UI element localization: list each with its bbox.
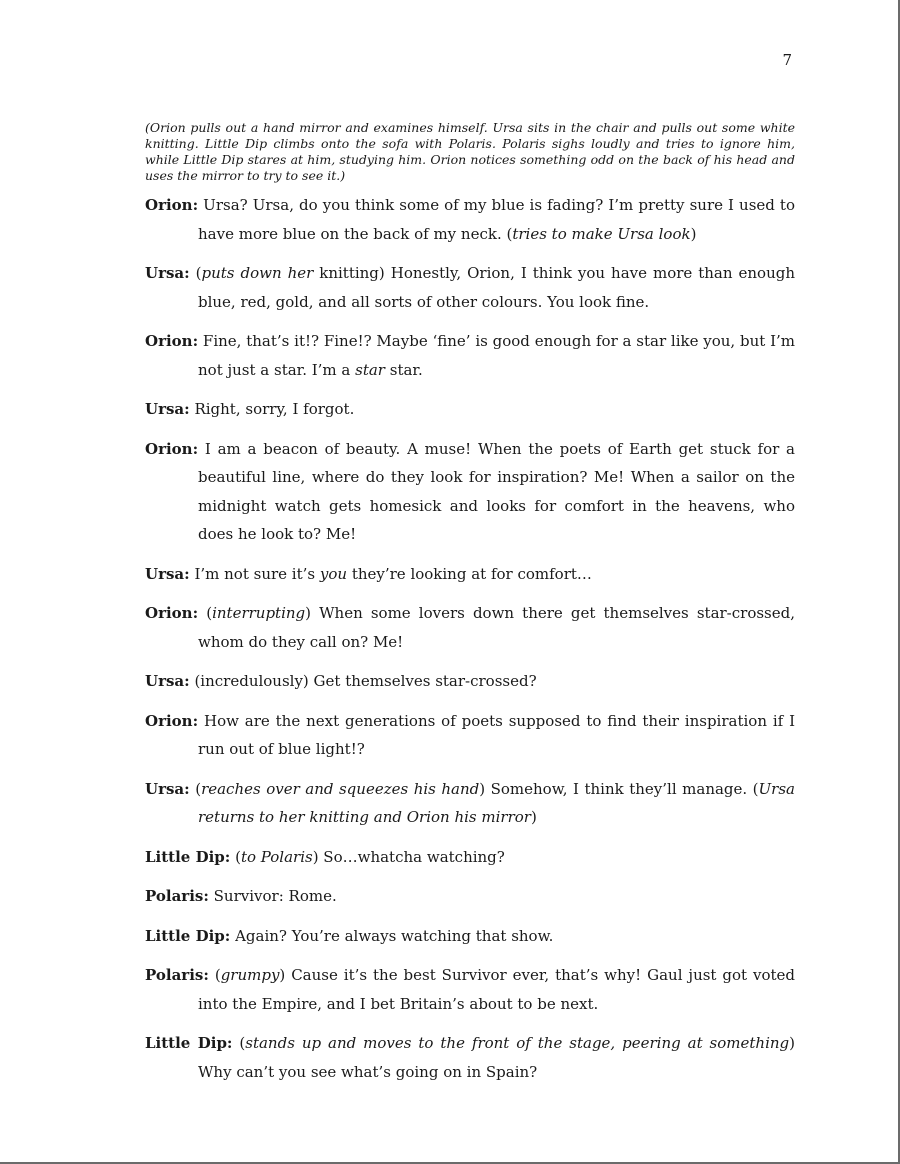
dialogue-text: How are the next generations of poets supposed to find their inspiration if I run out of blue light!?: [198, 711, 795, 758]
dialogue-text: they’re looking at for comfort…: [347, 564, 592, 583]
dialogue-text: (: [189, 264, 202, 282]
dialogue-line: [145, 707, 795, 764]
dialogue-text: (: [189, 779, 202, 798]
dialogue-text: Again? You’re always watching that show.: [230, 926, 554, 945]
dialogue-line: [145, 1029, 795, 1086]
stage-direction-text: interrupting: [212, 604, 306, 622]
dialogue-text: (: [230, 847, 241, 866]
speaker-name: Little Dip:: [145, 926, 231, 945]
dialogue-text: I am a beacon of beauty. A muse! When the poets of Earth get stuck for a beautiful line, where do they look for inspiration? Me! When a sailor on the midnight watch gets homesick and looks for comfort in the heavens, who does he look to? Me!: [198, 439, 795, 543]
speaker-name: Little Dip:: [145, 1034, 233, 1052]
opening-stage-direction: (Orion pulls out a hand mirror and examines himself. Ursa sits in the chair and pulls out some white knitting. Little Dip climbs onto the sofa with Polaris. Polaris sighs loudly and tries to ignore him, while Little Dip stares at him, studying him. Orion notices something odd on the back of his head and uses the mirror to try to see it.): [145, 120, 795, 183]
dialogue-line: [145, 259, 795, 316]
stage-direction-text: to Polaris: [240, 847, 313, 866]
dialogue-line: [145, 327, 795, 384]
dialogue-text: star.: [384, 360, 423, 379]
dialogue-line: [145, 560, 795, 589]
speaker-name: Polaris:: [145, 887, 209, 905]
dialogue-text: ): [530, 808, 537, 826]
dialogue-text: (incredulously) Get themselves star-crossed?: [189, 672, 537, 690]
script-body: [145, 120, 795, 1097]
stage-direction-text: puts down her: [201, 264, 314, 282]
stage-direction-text: tries to make Ursa look: [512, 224, 691, 243]
dialogue-text: ) Why can’t you see what’s going on in Spain?: [198, 1034, 795, 1081]
speaker-name: Orion:: [145, 196, 199, 214]
stage-direction-text: Ursa returns to her knitting and Orion his mirror: [198, 779, 795, 826]
speaker-name: Ursa:: [145, 400, 190, 418]
speaker-name: Ursa:: [145, 564, 190, 583]
dialogue-text: knitting) Honestly, Orion, I think you have more than enough blue, red, gold, and all sorts of other colours. You look fine.: [198, 264, 795, 311]
dialogue-text: Survivor: Rome.: [208, 887, 337, 905]
stage-direction-text: reaches over and squeezes his hand: [201, 779, 480, 798]
dialogue-line: [145, 667, 795, 696]
speaker-name: Polaris:: [145, 966, 209, 984]
dialogue-text: Fine, that’s it!? Fine!? Maybe ‘fine’ is good enough for a star like you, but I’m not just a star. I’m a: [198, 332, 795, 379]
dialogue-text: ) Cause it’s the best Survivor ever, that’s why! Gaul just got voted into the Empire, and I bet Britain’s about to be next.: [198, 966, 796, 1013]
stage-direction-text: grumpy: [220, 966, 280, 984]
stage-direction-text: star: [355, 360, 385, 379]
speaker-name: Orion:: [145, 604, 199, 622]
dialogue-line: [145, 395, 795, 424]
dialogue-text: I’m not sure it’s: [189, 564, 320, 583]
speaker-name: Ursa:: [145, 264, 190, 282]
dialogue-line: [145, 191, 795, 248]
stage-direction-text: you: [319, 564, 348, 583]
dialogue-text: Right, sorry, I forgot.: [189, 400, 355, 418]
speaker-name: Orion:: [145, 711, 199, 730]
dialogue-line: [145, 599, 795, 656]
dialogue-text: ) So…whatcha watching?: [312, 847, 505, 866]
dialogue-line: [145, 435, 795, 549]
speaker-name: Ursa:: [145, 672, 190, 690]
page-number: 7: [782, 51, 792, 69]
dialogue-text: (: [232, 1034, 246, 1052]
dialogue-text: (: [208, 966, 221, 984]
dialogue-line: [145, 775, 795, 832]
dialogue-line: [145, 961, 795, 1018]
stage-direction-text: stands up and moves to the front of the stage, peering at something: [245, 1034, 790, 1052]
speaker-name: Little Dip:: [145, 847, 231, 866]
dialogue-line: [145, 922, 795, 951]
dialogue-text: ) When some lovers down there get themselves star-crossed, whom do they call on? Me!: [198, 604, 795, 651]
dialogue-text: Ursa? Ursa, do you think some of my blue is fading? I’m pretty sure I used to have more blue on the back of my neck. (: [198, 196, 795, 243]
dialogue-text: ): [690, 224, 697, 243]
dialogue-line: [145, 882, 795, 911]
dialogue-text: (: [198, 604, 213, 622]
dialogue-list: [145, 191, 795, 1086]
speaker-name: Orion:: [145, 439, 199, 458]
speaker-name: Orion:: [145, 332, 199, 350]
speaker-name: Ursa:: [145, 779, 190, 798]
dialogue-line: [145, 843, 795, 872]
dialogue-text: ) Somehow, I think they’ll manage. (: [479, 779, 759, 798]
